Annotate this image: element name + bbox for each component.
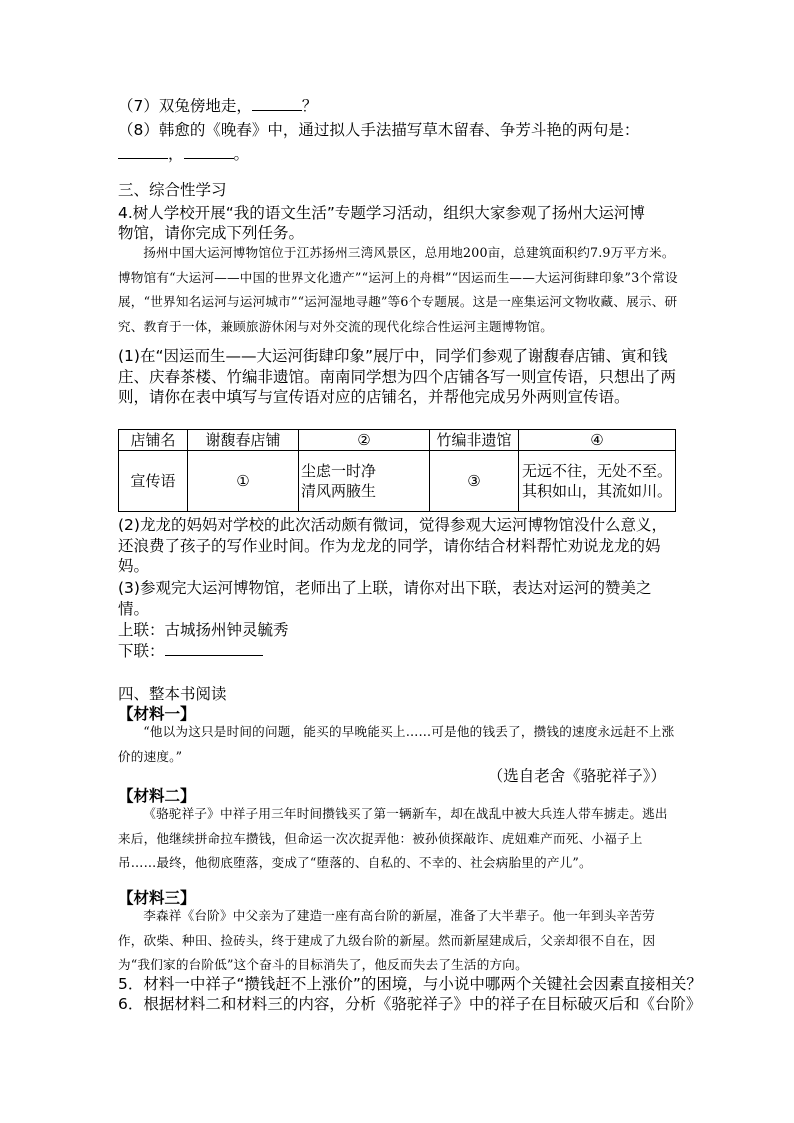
table-cell: 谢馥春店铺 (188, 430, 299, 451)
table-cell: ② (299, 430, 430, 451)
question-8: （8）韩愈的《晚春》中，通过拟人手法描写草木留春、争芳斗艳的两句是： (118, 121, 640, 139)
shop-table (118, 429, 676, 512)
material-3-title: 【材料三】 (118, 889, 196, 907)
table-cell: ③ (430, 451, 519, 512)
task-1: (1)在“因运而生——大运河街肆印象”展厅中，同学们参观了谢馥春店铺、寅和钱庄、庆春茶楼、竹编非遗馆。南南同学想为四个店铺各写一则宣传语，只想出了两则，请你在表中填写与宣传语对应的店铺名，并帮他完成另外两则宣传语。 (118, 347, 677, 406)
table-cell: 竹编非遗馆 (430, 430, 519, 451)
material-3-text: 李森祥《台阶》中父亲为了建造一座有高台阶的新屋，准备了大半辈子。他一年到头辛苦劳作，砍柴、种田、捡砖头，终于建成了九级台阶的新屋。然而新屋建成后，父亲却很不自在，因为“我们家的台阶低”这个奋斗的目标消失了，他反而失去了生活的方向。 (118, 908, 656, 972)
section-3-heading: 三、综合性学习 (118, 181, 227, 199)
task-2: (2)龙龙的妈妈对学校的此次活动颇有微词，觉得参观大运河博物馆没什么意义，还浪费了孩子的写作业时间。作为龙龙的同学，请你结合材料帮忙劝说龙龙的妈妈。 (118, 516, 667, 575)
answer-blank[interactable] (165, 641, 263, 656)
material-1-title: 【材料一】 (118, 705, 196, 723)
question-8-answer (118, 144, 249, 164)
question-4-line2: 物馆，请你完成下列任务。 (118, 224, 305, 242)
museum-passage: 扬州中国大运河博物馆位于江苏扬州三湾风景区，总用地200亩，总建筑面积约7.9万平方米。博物馆有“大运河——中国的世界文化遗产”“运河上的舟楫”“因运而生——大运河街肆印象”3个常设展，“世界知名运河与运河城市”“运河湿地寻趣”等6个专题展。这是一座集运河文物收藏、展示、研究、教育于一体，兼顾旅游休闲与对外交流的现代化综合性运河主题博物馆。 (118, 245, 678, 334)
question-6: 6．根据材料二和材料三的内容，分析《骆驼祥子》中的祥子在目标破灭后和《台阶》 (118, 995, 702, 1013)
material-1-source: （选自老舍《骆驼祥子》） (487, 767, 666, 785)
question-7-end: ？ (301, 97, 318, 115)
table-row (119, 451, 676, 512)
table-cell: 宣传语 (119, 451, 188, 512)
section-4-heading: 四、整本书阅读 (118, 685, 227, 703)
answer-blank[interactable] (252, 96, 302, 111)
separator: ， (168, 145, 184, 163)
table-cell: ① (188, 451, 299, 512)
table-row (119, 430, 676, 451)
table-cell: 尘虑一时净 清风两腋生 (299, 451, 430, 512)
question-8-end: 。 (233, 145, 250, 163)
material-2-text: 《骆驼祥子》中祥子用三年时间攒钱买了第一辆新车，却在战乱中被大兵连人带车掳走。逃出来后，他继续拼命拉车攒钱，但命运一次次捉弄他：被孙侦探敲诈、虎妞难产而死、小福子上吊……最终，他彻底堕落，变成了“堕落的、自私的、不幸的、社会病胎里的产儿”。 (118, 806, 668, 870)
question-4-line1: 4.树人学校开展“我的语文生活”专题学习活动，组织大家参观了扬州大运河博 (118, 204, 645, 222)
answer-blank[interactable] (184, 144, 234, 159)
upper-couplet: 上联：古城扬州钟灵毓秀 (118, 621, 289, 639)
answer-blank[interactable] (118, 144, 168, 159)
material-2-title: 【材料二】 (118, 787, 196, 805)
question-5: 5．材料一中祥子“攒钱赶不上涨价”的困境，与小说中哪两个关键社会因素直接相关？ (118, 975, 702, 993)
lower-couplet (118, 641, 263, 661)
task-3: (3)参观完大运河博物馆，老师出了上联，请你对出下联，表达对运河的赞美之情。 (118, 579, 652, 618)
table-cell: 无远不往，无处不至。其积如山，其流如川。 (519, 451, 676, 512)
table-cell: ④ (519, 430, 676, 451)
lower-couplet-label: 下联： (118, 642, 165, 660)
table-cell: 店铺名 (119, 430, 188, 451)
material-1-text: “他以为这只是时间的问题，能买的早晚能买上……可是他的钱丢了，攒钱的速度永远赶不上涨价的速度。” (118, 724, 675, 764)
question-7 (118, 96, 317, 116)
question-7-text: （7）双兔傍地走， (118, 97, 252, 115)
